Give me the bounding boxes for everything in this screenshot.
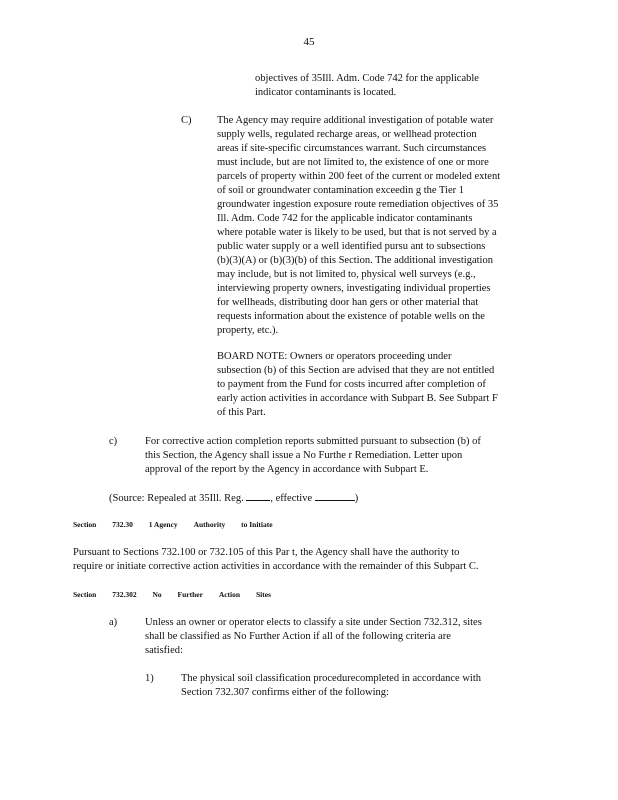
- text-line: approval of the report by the Agency in accordance with Subpart E.: [145, 464, 429, 475]
- section-heading-732302: [73, 590, 285, 599]
- item-label-1: 1): [145, 673, 154, 684]
- heading-part: Further: [177, 590, 203, 599]
- text-line: property, etc.).: [217, 325, 279, 336]
- text-line: requests information about the existence of potable wells on the: [217, 311, 485, 322]
- heading-part: Section: [73, 590, 97, 599]
- blank-effective-date: [315, 490, 355, 501]
- text-line: groundwater ingestion exposure route remediation objectives of 35: [217, 199, 499, 210]
- text-line: Pursuant to Sections 732.100 or 732.105 of this Par t, the Agency shall have the authority to: [73, 547, 460, 558]
- source-note: [109, 490, 358, 506]
- heading-part: 732.302: [112, 590, 137, 599]
- text-line: objectives of 35Ill. Adm. Code 742 for the applicable: [255, 73, 479, 84]
- text-line: satisfied:: [145, 645, 183, 656]
- text-line: subsection (b) of this Section are advised that they are not entitled: [217, 365, 495, 376]
- text-line: of this Part.: [217, 407, 266, 418]
- item-C-text: [217, 114, 500, 338]
- source-prefix: (Source: Repealed at 35Ill. Reg.: [109, 493, 244, 504]
- text-line: require or initiate corrective action activities in accordance with the remainder of this Subpart C.: [73, 561, 479, 572]
- text-line: public water supply or a well identified pursu ant to subsections: [217, 241, 486, 252]
- fragment-text: [255, 72, 479, 100]
- text-line: parcels of property within 200 feet of the current or modeled extent: [217, 171, 501, 182]
- text-line: Unless an owner or operator elects to classify a site under Section 732.312, sites: [145, 617, 482, 628]
- heading-part: Authority: [193, 520, 226, 529]
- text-line: For corrective action completion reports submitted pursuant to subsection (b) of: [145, 436, 481, 447]
- heading-part: Section: [73, 520, 97, 529]
- item-label-c: c): [109, 436, 118, 447]
- text-line: The physical soil classification procedurecompleted in accordance with: [181, 673, 482, 684]
- item-a-text: [145, 616, 482, 658]
- text-line: early action activities in accordance with Subpart B. See Subpart F: [217, 393, 498, 404]
- text-line: of soil or groundwater contamination exceedin g the Tier 1: [217, 185, 464, 196]
- text-line: must include, but are not limited to, the existence of one or more: [217, 157, 489, 168]
- text-line: areas if site-specific circumstances warrant. Such circumstances: [217, 143, 487, 154]
- text-line: shall be classified as No Further Action if all of the following criteria are: [145, 631, 451, 642]
- heading-part: to Initiate: [241, 520, 273, 529]
- item-label-a: a): [109, 617, 118, 628]
- item-label-C: C): [181, 115, 192, 126]
- text-line: BOARD NOTE: Owners or operators proceeding under: [217, 351, 452, 362]
- section-heading-73230: [73, 520, 287, 529]
- text-line: indicator contaminants is located.: [255, 87, 397, 98]
- item-c-text: [145, 435, 481, 477]
- text-line: Ill. Adm. Code 742 for the applicable indicator contaminants: [217, 213, 473, 224]
- text-line: (b)(3)(A) or (b)(3)(b) of this Section. The additional investigation: [217, 255, 493, 266]
- item-1-text: [181, 672, 481, 700]
- text-line: may include, but is not limited to, physical well surveys (e.g.,: [217, 269, 476, 280]
- source-mid: , effective: [270, 493, 313, 504]
- text-line: this Section, the Agency shall issue a No Furthe r Remediation. Letter upon: [145, 450, 463, 461]
- heading-part: Action: [218, 590, 241, 599]
- heading-part: 732.30: [112, 520, 133, 529]
- blank-reg-number: [246, 490, 270, 501]
- text-line: for wellheads, distributing door han gers or other material that: [217, 297, 479, 308]
- text-line: interviewing property owners, investigating individual properties: [217, 283, 491, 294]
- source-suffix: ): [354, 493, 359, 504]
- heading-part: No: [152, 590, 162, 599]
- text-line: supply wells, regulated recharge areas, or wellhead protection: [217, 129, 477, 140]
- text-line: to payment from the Fund for costs incurred after completion of: [217, 379, 486, 390]
- text-line: Section 732.307 confirms either of the following:: [181, 687, 389, 698]
- page-number: 45: [303, 36, 315, 48]
- heading-part: Sites: [255, 590, 271, 599]
- board-note: [217, 350, 498, 420]
- text-line: where potable water is likely to be used, but that is not served by a: [217, 227, 497, 238]
- text-line: The Agency may require additional investigation of potable water: [217, 115, 494, 126]
- section-73230-body: [73, 546, 479, 574]
- heading-part: 1 Agency: [148, 520, 178, 529]
